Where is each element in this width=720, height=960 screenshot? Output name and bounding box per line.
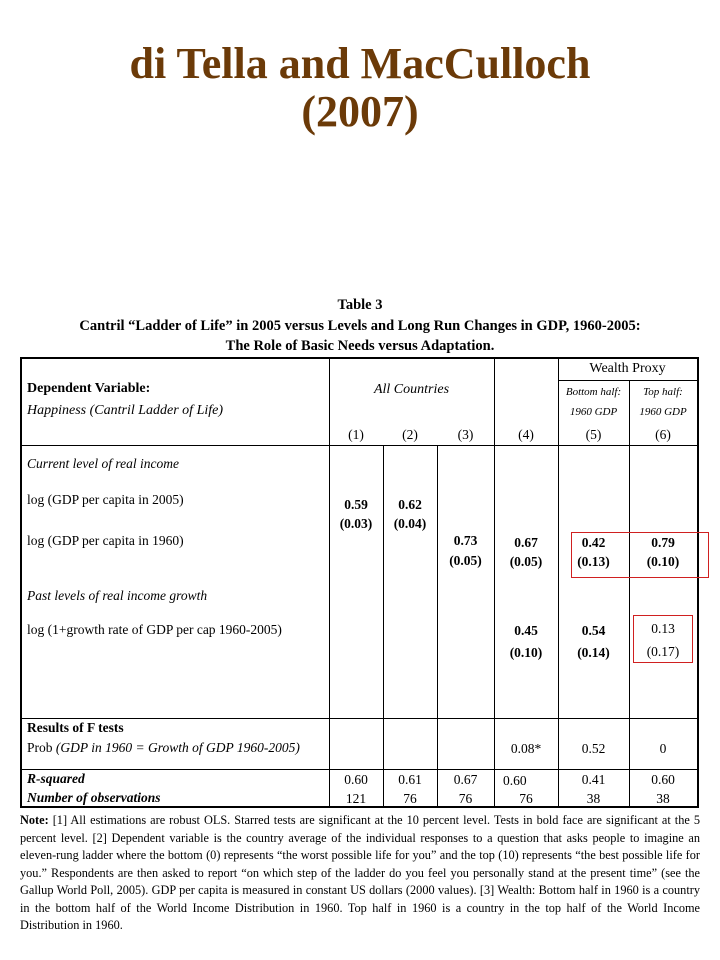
col-number: (6) <box>655 427 671 442</box>
slide-title <box>0 40 720 136</box>
table-right-rule <box>697 357 699 808</box>
row-label-gdp-2005: log (GDP per capita in 2005) <box>27 492 184 507</box>
cell-r-squared: 0.67 <box>453 772 478 787</box>
cell-n-obs: 76 <box>519 791 533 806</box>
table-label: Table 3 <box>337 297 383 313</box>
cell-prob: 0.52 <box>581 741 606 756</box>
cell-r-squared: 0.60 <box>651 772 675 787</box>
prob-hypothesis: (GDP in 1960 = Growth of GDP 1960-2005) <box>55 740 300 755</box>
cell-r-squared: 0.60 <box>503 773 527 788</box>
cell-r-squared: 0.41 <box>581 772 606 787</box>
table-caption-line-2: The Role of Basic Needs versus Adaptation. <box>225 338 495 354</box>
table-left-rule <box>20 357 22 808</box>
stats-rule <box>20 769 699 770</box>
cell-n-obs: 121 <box>345 791 367 806</box>
cell-coef: 0.79 <box>651 535 675 550</box>
cell-se: (0.17) <box>646 644 680 659</box>
cell-se: (0.13) <box>577 554 610 569</box>
cell-r-squared: 0.60 <box>344 772 368 787</box>
header-rule <box>20 445 699 446</box>
f-tests-rule <box>20 718 699 719</box>
table-note <box>20 812 700 935</box>
dependent-variable-label: Dependent Variable: <box>27 381 151 396</box>
row-label-prob <box>27 740 300 756</box>
highlight-box-gdp-1960 <box>571 532 709 578</box>
row-label-gdp-1960: log (GDP per capita in 1960) <box>27 533 184 548</box>
row-label-r-squared: R-squared <box>27 771 85 786</box>
prob-prefix: Prob <box>27 740 56 755</box>
cell-coef: 0.54 <box>581 623 606 638</box>
cell-n-obs: 38 <box>586 791 601 806</box>
results-table <box>20 357 699 808</box>
cell-coef: 0.62 <box>398 497 422 512</box>
table-caption-line-1: Cantril “Ladder of Life” in 2005 versus Levels and Long Run Changes in GDP, 1960-2005: <box>79 318 641 334</box>
bottom-half-sublabel: 1960 GDP <box>569 406 618 418</box>
dependent-variable-name: Happiness (Cantril Ladder of Life) <box>27 403 224 418</box>
cell-se: (0.14) <box>577 645 610 660</box>
top-half-label: Top half: <box>643 386 683 398</box>
col-number: (5) <box>585 427 602 442</box>
cell-coef: 0.13 <box>651 621 675 636</box>
cell-n-obs: 76 <box>458 791 473 806</box>
all-countries-label: All Countries <box>373 382 450 397</box>
slide-title-line-2: (2007) <box>301 87 419 136</box>
cell-se: (0.03) <box>339 516 373 531</box>
cell-se: (0.05) <box>509 554 543 569</box>
cell-prob: 0 <box>659 741 667 756</box>
cell-coef: 0.67 <box>514 535 538 550</box>
cell-n-obs: 76 <box>403 791 417 806</box>
note-lead: Note: <box>20 813 49 827</box>
row-label-n-obs: Number of observations <box>27 790 161 805</box>
col-number: (2) <box>402 427 418 442</box>
col-number: (1) <box>348 427 364 442</box>
bottom-half-label: Bottom half: <box>565 386 622 398</box>
slide-title-line-1: di Tella and MacCulloch <box>129 39 591 88</box>
row-label-past-levels: Past levels of real income growth <box>27 588 208 603</box>
wealth-proxy-label: Wealth Proxy <box>589 361 666 376</box>
cell-coef: 0.42 <box>581 535 606 550</box>
cell-se: (0.10) <box>509 645 543 660</box>
row-label-current-level: Current level of real income <box>27 456 179 471</box>
note-text: [1] All estimations are robust OLS. Starred tests are significant at the 10 percent level. Tests in bold face are significant at the 5 percent level. [2] Dependent variable is the country average of the individual responses to a question that asks people to imagine an eleven-rung ladder where the bottom (0) represents “the worst possible life for you” and the top (10) represents “the best possible life for you.” Respondents are then asked to report “on which step of the ladder do you feel you personally stand at the present time” (see the Gallup World Poll, 2005). GDP per capita is measured in constant US dollars (2000 values). [3] Wealth: Bottom half in 1960 is a country in the bottom half of the World Income Distribution in 1960. Top half in 1960 is a country in the top half of the World Income Distribution in 1960. <box>20 813 700 932</box>
row-label-growth: log (1+growth rate of GDP per cap 1960-2005) <box>27 622 282 637</box>
wealth-proxy-rule <box>558 380 697 381</box>
top-half-sublabel: 1960 GDP <box>639 406 687 418</box>
col-number: (4) <box>518 427 534 442</box>
col-separator <box>437 445 438 808</box>
col-number: (3) <box>457 427 474 442</box>
cell-coef: 0.45 <box>514 623 538 638</box>
cell-coef: 0.73 <box>453 533 478 548</box>
row-label-f-tests: Results of F tests <box>27 720 124 735</box>
cell-coef: 0.59 <box>344 497 368 512</box>
cell-se: (0.04) <box>393 516 427 531</box>
cell-r-squared: 0.61 <box>398 772 422 787</box>
table-top-rule <box>20 357 699 359</box>
highlight-box-growth-top-half <box>633 615 693 663</box>
cell-n-obs: 38 <box>656 791 670 806</box>
cell-se: (0.10) <box>646 554 680 569</box>
cell-prob: 0.08* <box>510 741 542 756</box>
col-separator <box>329 357 330 808</box>
cell-se: (0.05) <box>449 553 482 568</box>
